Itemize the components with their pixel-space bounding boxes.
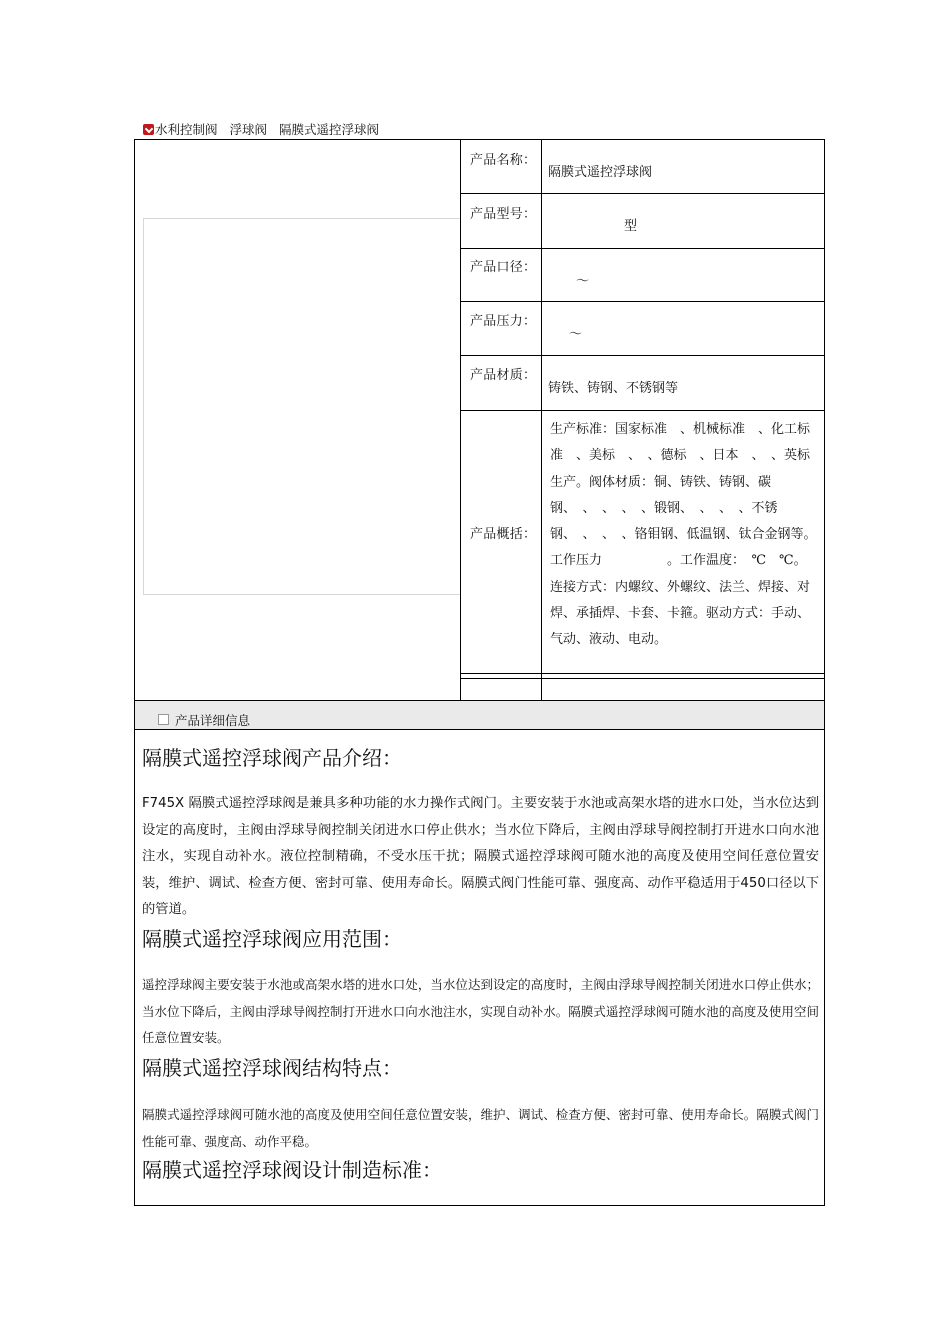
row-divider	[460, 193, 825, 194]
size-value: ～	[576, 274, 590, 289]
application-paragraph: 遥控浮球阀主要安装于水池或高架水塔的进水口处，当水位达到设定的高度时，主阀由浮球导阀控制关闭进水口停止供水；当水位下降后，主阀由浮球导阀控制打开进水口向水池注水，实现自动补水。隔膜式遥控浮球阀可随水池的高度及使用空间任意位置安装。	[142, 977, 819, 1045]
model-value: 型	[624, 219, 638, 234]
product-image-placeholder	[143, 218, 461, 595]
intro-tail: 口径以下的管道。	[142, 875, 820, 918]
pressure-label: 产品压力：	[470, 314, 536, 329]
material-value: 铸铁、铸钢、不锈钢等	[548, 381, 679, 396]
checkbox-icon	[158, 714, 169, 725]
name-label: 产品名称：	[470, 153, 536, 168]
intro-heading: 隔膜式遥控浮球阀产品介绍：	[142, 746, 402, 770]
arrow-icon	[143, 124, 154, 135]
summary-label: 产品概括：	[470, 527, 536, 542]
standard-heading: 隔膜式遥控浮球阀设计制造标准：	[142, 1158, 442, 1182]
row-divider	[460, 248, 825, 249]
table-divider	[541, 139, 542, 701]
structure-heading: 隔膜式遥控浮球阀结构特点：	[142, 1056, 402, 1080]
row-divider	[460, 355, 825, 356]
row-divider	[460, 410, 825, 411]
pressure-value: ～	[569, 327, 583, 342]
detail-tab-label: 产品详细信息	[175, 713, 251, 728]
detail-tab[interactable]	[158, 712, 250, 730]
structure-paragraph: 隔膜式遥控浮球阀可随水池的高度及使用空间任意位置安装，维护、调试、检查方便、密封可靠、使用寿命长。隔膜式阀门性能可靠、强度高、动作平稳。	[142, 1107, 819, 1149]
intro-text: 隔膜式遥控浮球阀是兼具多种功能的水力操作式阀门。主要安装于水池或高架水塔的进水口处，当水位达到设定的高度时，主阀由浮球导阀控制关闭进水口停止供水；当水位下降后，主阀由浮球导阀控制打开进水口向水池注水，实现自动补水。液位控制精确，不受水压干扰；隔膜式遥控浮球阀可随水池的高度及使用空间任意位置安装，维护、调试、检查方便、密封可靠、使用寿命长。隔膜式阀门性能可靠、强度高、动作平稳适用于	[142, 796, 819, 891]
breadcrumb-item[interactable]: 浮球阀	[229, 122, 268, 137]
summary-value: 生产标准：国家标准 、机械标准 、化工标准 、美标 、 、德标 、日本 、 、英标 生产。阀体材质：铜、铸铁、铸钢、碳钢、 、 、 、 、锻钢、 、 、 、不锈钢、 、 、 、铬钼钢、低温钢、钛合金钢等。工作压力 。工作温度： ℃ ℃。连接方式：内螺纹、外螺纹、法兰、焊接、对焊、承插焊、卡套、卡箍。驱动方式：手动、气动、液动、电动。	[550, 422, 824, 648]
row-divider	[460, 301, 825, 302]
intro-paragraph	[142, 791, 819, 924]
model-label: 产品型号：	[470, 207, 536, 222]
breadcrumb	[143, 121, 391, 139]
breadcrumb-item[interactable]: 水利控制阀	[155, 122, 218, 137]
size-label: 产品口径：	[470, 260, 536, 275]
table-divider	[460, 139, 461, 701]
row-divider	[460, 673, 825, 674]
breadcrumb-item[interactable]: 隔膜式遥控浮球阀	[279, 122, 380, 137]
model-code: F745X	[142, 796, 185, 811]
name-value: 隔膜式遥控浮球阀	[548, 165, 653, 180]
row-divider	[460, 678, 825, 679]
size-number: 450	[740, 875, 766, 891]
material-label: 产品材质：	[470, 368, 536, 383]
application-heading: 隔膜式遥控浮球阀应用范围：	[142, 927, 402, 951]
